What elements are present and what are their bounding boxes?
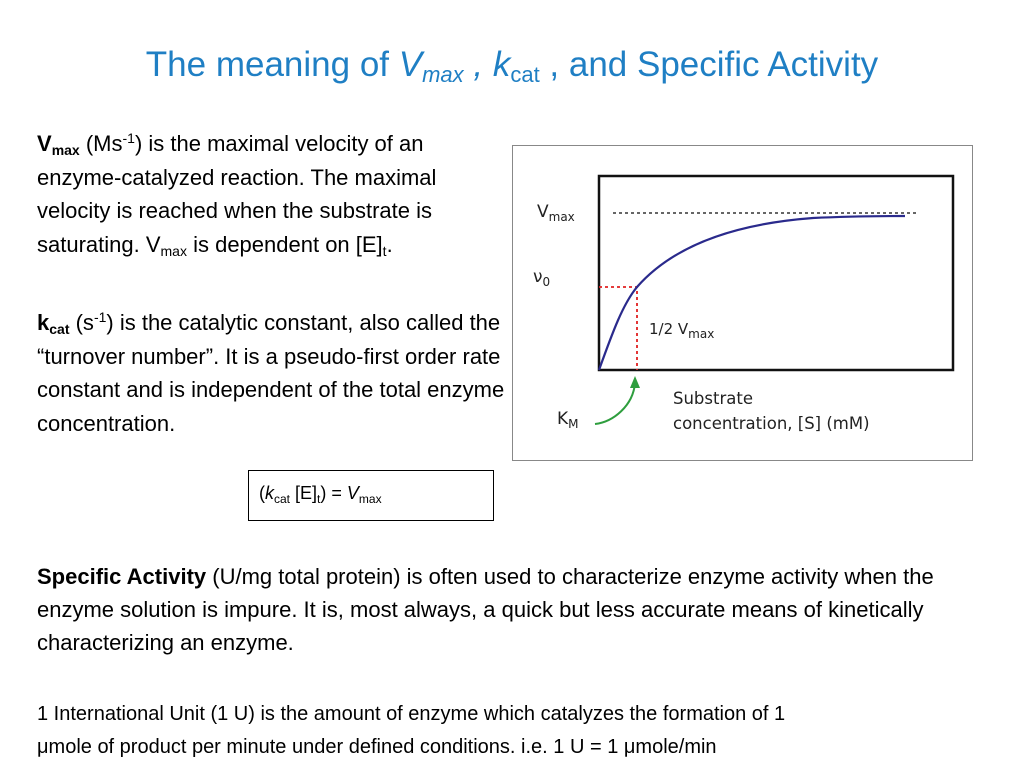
slide-title: The meaning of $V_{max}$ , $k_{cat}$ , and Specific Activity (145, 45, 879, 87)
unit-definition-line2: μmole of product per minute under defined conditions. i.e. 1 U = 1 μmole/min (37, 736, 717, 758)
half-vmax-label: 1/2 $V_{max}$ (649, 320, 715, 341)
unit-definition-paragraph (37, 698, 997, 764)
km-arrow (595, 383, 635, 424)
half-vmax-dashed-lines (599, 287, 637, 370)
x-axis-label-line1: Substrate (673, 389, 753, 408)
vmax-paragraph: $V_{max}$ $(Ms^{-1})$ is the maximal velocity of an enzyme-catalyzed reaction. The maximal velocity is reached when the substrate is saturating. $V_{max}$ is dependent on $[E]_t$. (37, 130, 437, 259)
michaelis-menten-plot (513, 146, 974, 462)
specific-activity-paragraph: Specific Activity (U/mg total protein) is often used to characterize enzyme activity when the enzyme solution is impure. It is, most always, a quick but less accurate means of kinetically characterizing an enzyme. (37, 564, 934, 655)
michaelis-menten-figure (512, 145, 973, 461)
v0-label: $\nu_0$ (533, 267, 551, 289)
unit-definition-line1: 1 International Unit (1 U) is the amount of enzyme which catalyzes the formation of 1 (37, 703, 786, 725)
x-axis-label-line2: concentration, [S] (mM) (673, 414, 870, 433)
km-arrowhead (630, 376, 640, 388)
kcat-paragraph: $k_{cat}$ $(s^{-1})$ is the catalytic constant, also called the “turnover number”. It is a pseudo-first order rate constant and is independent of the total enzyme concentration. (37, 309, 505, 436)
vmax-label: $V_{max}$ (537, 202, 575, 224)
km-label: $K_M$ (557, 409, 579, 431)
saturation-curve (599, 216, 905, 370)
equation-box: ($k_{cat}$ $[E]_t) = V_{max}$ (248, 470, 494, 521)
